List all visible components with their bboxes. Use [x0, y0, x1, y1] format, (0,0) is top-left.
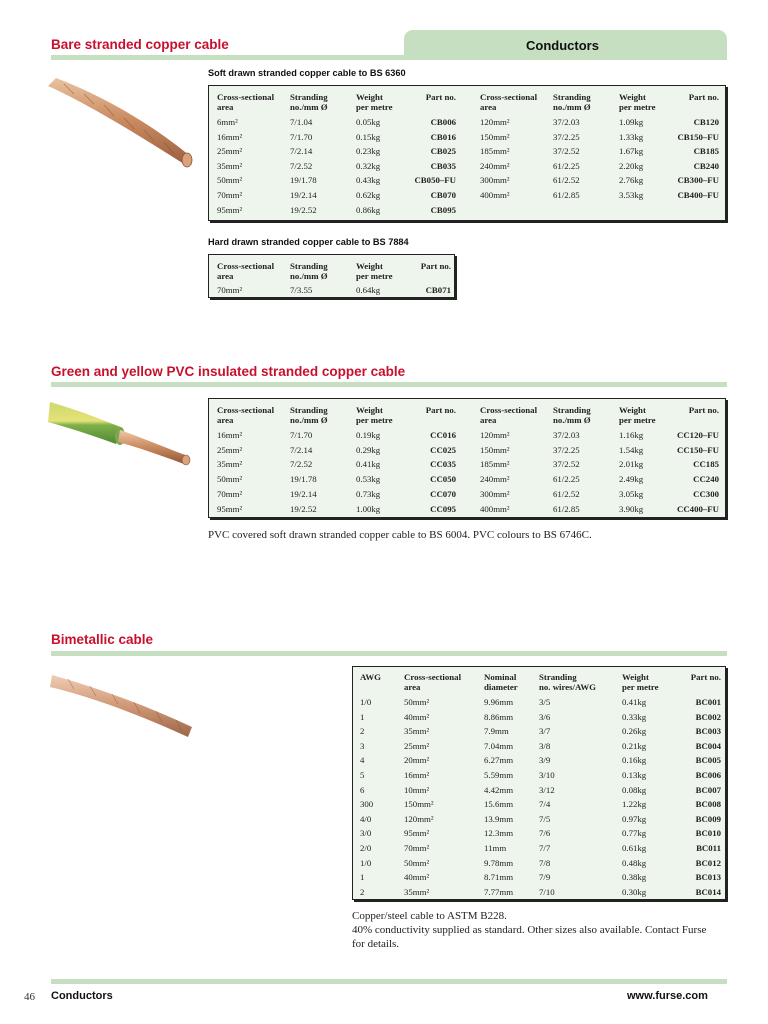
- column-header: Weight: [619, 405, 646, 415]
- column-header: Part no.: [420, 261, 451, 271]
- table-cell: 7/10: [539, 886, 555, 897]
- table-cell: 1.54kg: [619, 444, 644, 455]
- table-cell: 7/3.55: [290, 285, 313, 295]
- column-header: per metre: [356, 415, 393, 425]
- bimetal-cable-image: [50, 665, 196, 745]
- part-number: CB095: [430, 204, 456, 215]
- column-header: per metre: [619, 415, 656, 425]
- part-number: CB071: [425, 285, 451, 295]
- table-cell: 15.6mm: [484, 799, 514, 810]
- table-cell: 12.3mm: [484, 828, 514, 839]
- table-cell: 7/4: [539, 799, 551, 810]
- table-cell: 4: [360, 755, 365, 766]
- table-cell: 19/2.14: [290, 488, 317, 499]
- part-number: CC400–FU: [676, 503, 719, 514]
- pvc-table: [208, 398, 726, 518]
- column-header: area: [480, 415, 497, 425]
- column-header: per metre: [356, 102, 393, 112]
- part-number: CC150–FU: [676, 444, 719, 455]
- part-number: BC007: [695, 784, 721, 795]
- part-number: BC014: [695, 886, 721, 897]
- table-cell: 3.53kg: [619, 190, 644, 200]
- table-cell: 2: [360, 726, 365, 737]
- column-header: Cross-sectional: [404, 672, 462, 682]
- table-cell: 3/12: [539, 784, 555, 795]
- table-cell: 300mm²: [480, 175, 510, 186]
- table-cell: 19/2.52: [290, 503, 317, 514]
- table-cell: 37/2.52: [553, 146, 580, 157]
- pvc-note: PVC covered soft drawn stranded copper cable to BS 6004. PVC colours to BS 6746C.: [208, 529, 592, 541]
- table-cell: 120mm²: [480, 117, 510, 127]
- table-cell: 2/0: [360, 843, 372, 853]
- table-cell: 70mm²: [217, 285, 243, 295]
- table-cell: 6mm²: [217, 117, 238, 127]
- table-cell: 8.71mm: [484, 872, 514, 883]
- part-number: BC013: [695, 872, 721, 883]
- table-cell: 0.86kg: [356, 204, 381, 215]
- table-cell: 3.90kg: [619, 503, 644, 514]
- part-number: CB120: [693, 117, 719, 127]
- column-header: no./mm Ø: [290, 271, 328, 281]
- part-number: CC095: [430, 503, 456, 514]
- column-header: Part no.: [690, 672, 721, 682]
- column-header: Stranding: [553, 405, 591, 415]
- table-cell: 5.59mm: [484, 770, 514, 780]
- table-cell: 4.42mm: [484, 784, 514, 795]
- column-header: Part no.: [688, 92, 719, 102]
- table-cell: 0.53kg: [356, 474, 381, 485]
- table-cell: 0.48kg: [622, 857, 647, 868]
- table-cell: 1.00kg: [356, 503, 381, 514]
- table-cell: 9.78mm: [484, 857, 514, 868]
- column-header: Weight: [356, 261, 383, 271]
- part-number: CB150–FU: [677, 131, 719, 142]
- part-number: BC006: [695, 770, 721, 780]
- table-cell: 7/2.52: [290, 459, 313, 470]
- table-cell: 3/5: [539, 697, 551, 707]
- table-cell: 35mm²: [217, 459, 243, 470]
- table-cell: 1.16kg: [619, 430, 644, 440]
- bimetal-note-line: for details.: [352, 938, 400, 950]
- table-cell: 61/2.85: [553, 190, 580, 200]
- table-cell: 300mm²: [480, 488, 510, 499]
- column-header: area: [217, 271, 234, 281]
- column-header: Part no.: [425, 92, 456, 102]
- column-header: AWG: [360, 672, 382, 682]
- column-header: per metre: [619, 102, 656, 112]
- table-cell: 35mm²: [404, 886, 430, 897]
- table-cell: 0.30kg: [622, 886, 647, 897]
- hard-drawn-table: [208, 254, 455, 298]
- soft-drawn-table: [208, 85, 726, 221]
- column-header: Cross-sectional: [217, 92, 275, 102]
- table-cell: 3/6: [539, 711, 551, 722]
- table-cell: 4/0: [360, 813, 372, 824]
- column-header: Weight: [622, 672, 649, 682]
- table-cell: 19/2.52: [290, 204, 317, 215]
- table-cell: 7/8: [539, 857, 551, 868]
- table-cell: 7/6: [539, 828, 551, 839]
- table-cell: 0.62kg: [356, 190, 381, 200]
- table-cell: 10mm²: [404, 784, 430, 795]
- table-cell: 120mm²: [480, 430, 510, 440]
- section-tab-label: Conductors: [526, 38, 599, 53]
- table-cell: 16mm²: [217, 430, 243, 440]
- part-number: CB035: [430, 160, 456, 171]
- column-header: Cross-sectional: [480, 405, 538, 415]
- table-cell: 25mm²: [404, 740, 430, 751]
- table-cell: 150mm²: [404, 799, 434, 810]
- table-cell: 0.23kg: [356, 146, 381, 157]
- part-number: CB400–FU: [677, 190, 719, 200]
- table-cell: 7/1.70: [290, 430, 313, 440]
- table-cell: 0.05kg: [356, 117, 381, 127]
- table-cell: 50mm²: [217, 474, 243, 485]
- table-cell: 7/1.70: [290, 131, 313, 142]
- part-number: CB050–FU: [414, 175, 456, 186]
- column-header: Stranding: [539, 672, 577, 682]
- table-cell: 5: [360, 770, 365, 780]
- part-number: BC012: [695, 857, 721, 868]
- table-cell: 3: [360, 740, 365, 751]
- part-number: BC004: [695, 740, 721, 751]
- table-cell: 19/1.78: [290, 175, 317, 186]
- soft-drawn-subtitle: Soft drawn stranded copper cable to BS 6360: [208, 68, 406, 78]
- column-header: Weight: [619, 92, 646, 102]
- column-header: Stranding: [290, 405, 328, 415]
- table-cell: 0.26kg: [622, 726, 647, 737]
- part-number: CC070: [430, 488, 456, 499]
- column-header: Part no.: [688, 405, 719, 415]
- bimetal-note: [352, 909, 706, 951]
- table-cell: 300: [360, 799, 374, 810]
- section-rule: [51, 651, 727, 656]
- part-number: CC300: [693, 488, 719, 499]
- table-cell: 1.22kg: [622, 799, 647, 810]
- column-header: diameter: [484, 682, 518, 692]
- table-cell: 400mm²: [480, 190, 510, 200]
- footer-section: Conductors: [51, 990, 113, 1002]
- table-cell: 1/0: [360, 697, 372, 707]
- hard-drawn-subtitle: Hard drawn stranded copper cable to BS 7884: [208, 237, 409, 247]
- table-cell: 2.49kg: [619, 474, 644, 485]
- table-cell: 25mm²: [217, 444, 243, 455]
- table-cell: 50mm²: [404, 857, 430, 868]
- footer-rule: [51, 979, 727, 984]
- part-number: CC050: [430, 474, 456, 485]
- part-number: CB185: [693, 146, 719, 157]
- part-number: BC011: [696, 843, 721, 853]
- table-cell: 240mm²: [480, 160, 510, 171]
- table-cell: 7/1.04: [290, 117, 313, 127]
- table-cell: 0.41kg: [622, 697, 647, 707]
- part-number: BC008: [695, 799, 721, 810]
- table-cell: 50mm²: [404, 697, 430, 707]
- table-cell: 0.97kg: [622, 813, 647, 824]
- table-cell: 7/9: [539, 872, 551, 883]
- table-cell: 7.04mm: [484, 740, 514, 751]
- table-cell: 16mm²: [404, 770, 430, 780]
- table-cell: 3/10: [539, 770, 555, 780]
- table-cell: 35mm²: [404, 726, 430, 737]
- bare-section-title: Bare stranded copper cable: [51, 37, 229, 52]
- table-cell: 1.09kg: [619, 117, 644, 127]
- table-cell: 0.16kg: [622, 755, 647, 766]
- part-number: CC120–FU: [676, 430, 719, 440]
- table-cell: 7/2.14: [290, 146, 313, 157]
- table-cell: 19/1.78: [290, 474, 317, 485]
- table-cell: 61/2.52: [553, 488, 580, 499]
- part-number: CC025: [430, 444, 456, 455]
- table-cell: 7/2.14: [290, 444, 313, 455]
- table-cell: 150mm²: [480, 444, 510, 455]
- table-cell: 120mm²: [404, 813, 434, 824]
- part-number: BC001: [695, 697, 721, 707]
- table-cell: 0.15kg: [356, 131, 381, 142]
- part-number: BC010: [695, 828, 721, 839]
- table-cell: 1.33kg: [619, 131, 644, 142]
- table-cell: 19/2.14: [290, 190, 317, 200]
- column-header: Stranding: [553, 92, 591, 102]
- table-cell: 13.9mm: [484, 813, 514, 824]
- table-cell: 3/7: [539, 726, 551, 737]
- table-cell: 3/8: [539, 740, 551, 751]
- table-cell: 0.77kg: [622, 828, 647, 839]
- table-cell: 40mm²: [404, 872, 430, 883]
- table-cell: 6.27mm: [484, 755, 514, 766]
- table-cell: 2: [360, 886, 365, 897]
- footer-url[interactable]: www.furse.com: [627, 990, 708, 1002]
- column-header: area: [404, 682, 421, 692]
- table-cell: 50mm²: [217, 175, 243, 186]
- column-header: per metre: [356, 271, 393, 281]
- part-number: CC016: [430, 430, 456, 440]
- table-cell: 7.9mm: [484, 726, 509, 737]
- table-cell: 25mm²: [217, 146, 243, 157]
- table-cell: 1.67kg: [619, 146, 644, 157]
- part-number: BC009: [695, 813, 721, 824]
- part-number: CB025: [430, 146, 456, 157]
- table-cell: 70mm²: [217, 190, 243, 200]
- table-cell: 7/7: [539, 843, 551, 853]
- table-cell: 70mm²: [217, 488, 243, 499]
- table-cell: 1: [360, 711, 365, 722]
- table-cell: 7/5: [539, 813, 551, 824]
- table-cell: 1/0: [360, 857, 372, 868]
- table-cell: 7.77mm: [484, 886, 514, 897]
- table-cell: 0.13kg: [622, 770, 647, 780]
- table-cell: 61/2.52: [553, 175, 580, 186]
- table-cell: 0.32kg: [356, 160, 381, 171]
- table-cell: 0.64kg: [356, 285, 381, 295]
- part-number: CB006: [430, 117, 456, 127]
- part-number: CC240: [693, 474, 719, 485]
- table-cell: 2.20kg: [619, 160, 644, 171]
- column-header: no./mm Ø: [290, 102, 328, 112]
- table-cell: 95mm²: [404, 828, 430, 839]
- column-header: Weight: [356, 92, 383, 102]
- pvc-section-title: Green and yellow PVC insulated stranded copper cable: [51, 364, 406, 379]
- bimetal-section-title: Bimetallic cable: [51, 632, 154, 647]
- table-cell: 150mm²: [480, 131, 510, 142]
- column-header: area: [217, 102, 234, 112]
- table-cell: 240mm²: [480, 474, 510, 485]
- table-cell: 37/2.03: [553, 430, 580, 440]
- bimetal-note-line: 40% conductivity supplied as standard. Other sizes also available. Contact Furse: [352, 924, 707, 936]
- table-cell: 2.01kg: [619, 459, 644, 470]
- table-cell: 9.96mm: [484, 697, 514, 707]
- table-cell: 7/2.52: [290, 160, 313, 171]
- table-cell: 37/2.25: [553, 444, 580, 455]
- part-number: CB300–FU: [677, 175, 719, 186]
- table-cell: 0.41kg: [356, 459, 381, 470]
- column-header: Weight: [356, 405, 383, 415]
- column-header: no./mm Ø: [553, 102, 591, 112]
- column-header: area: [480, 102, 497, 112]
- bare-cable-image: [44, 72, 194, 172]
- column-header: Cross-sectional: [217, 261, 275, 271]
- part-number: CC185: [693, 459, 719, 470]
- section-rule: [51, 382, 727, 387]
- table-cell: 3/9: [539, 755, 551, 766]
- bimetal-table: [352, 666, 726, 900]
- column-header: Nominal: [484, 672, 517, 682]
- table-cell: 70mm²: [404, 843, 430, 853]
- table-cell: 20mm²: [404, 755, 430, 766]
- table-cell: 400mm²: [480, 503, 510, 514]
- page-number: 46: [24, 991, 35, 1003]
- table-cell: 8.86mm: [484, 711, 514, 722]
- column-header: no./mm Ø: [553, 415, 591, 425]
- table-cell: 61/2.85: [553, 503, 580, 514]
- table-cell: 0.21kg: [622, 740, 647, 751]
- table-cell: 0.38kg: [622, 872, 647, 883]
- column-header: Cross-sectional: [480, 92, 538, 102]
- part-number: CB240: [693, 160, 719, 171]
- part-number: CC035: [430, 459, 456, 470]
- table-cell: 1: [360, 872, 365, 883]
- table-cell: 11mm: [484, 843, 507, 853]
- table-cell: 0.08kg: [622, 784, 647, 795]
- column-header: no. wires/AWG: [539, 682, 597, 692]
- table-cell: 0.19kg: [356, 430, 381, 440]
- table-cell: 3/0: [360, 828, 372, 839]
- table-cell: 40mm²: [404, 711, 430, 722]
- part-number: BC002: [695, 711, 721, 722]
- table-cell: 35mm²: [217, 160, 243, 171]
- column-header: area: [217, 415, 234, 425]
- section-rule: [51, 55, 727, 60]
- table-cell: 61/2.25: [553, 474, 580, 485]
- table-cell: 61/2.25: [553, 160, 580, 171]
- table-cell: 0.43kg: [356, 175, 381, 186]
- table-cell: 37/2.25: [553, 131, 580, 142]
- table-cell: 0.61kg: [622, 843, 647, 853]
- bimetal-note-line: Copper/steel cable to ASTM B228.: [352, 910, 507, 922]
- table-cell: 0.73kg: [356, 488, 381, 499]
- part-number: CB016: [430, 131, 456, 142]
- column-header: no./mm Ø: [290, 415, 328, 425]
- table-cell: 0.29kg: [356, 444, 381, 455]
- table-cell: 37/2.03: [553, 117, 580, 127]
- part-number: BC005: [695, 755, 721, 766]
- column-header: Part no.: [425, 405, 456, 415]
- column-header: Cross-sectional: [217, 405, 275, 415]
- column-header: Stranding: [290, 92, 328, 102]
- part-number: CB070: [430, 190, 456, 200]
- table-cell: 185mm²: [480, 146, 510, 157]
- table-cell: 2.76kg: [619, 175, 644, 186]
- table-cell: 185mm²: [480, 459, 510, 470]
- table-cell: 95mm²: [217, 204, 243, 215]
- table-cell: 6: [360, 784, 365, 795]
- part-number: BC003: [695, 726, 721, 737]
- table-cell: 95mm²: [217, 503, 243, 514]
- table-cell: 3.05kg: [619, 488, 644, 499]
- pvc-cable-image: [48, 396, 194, 468]
- table-cell: 0.33kg: [622, 711, 647, 722]
- table-cell: 16mm²: [217, 131, 243, 142]
- table-cell: 37/2.52: [553, 459, 580, 470]
- column-header: Stranding: [290, 261, 328, 271]
- column-header: per metre: [622, 682, 659, 692]
